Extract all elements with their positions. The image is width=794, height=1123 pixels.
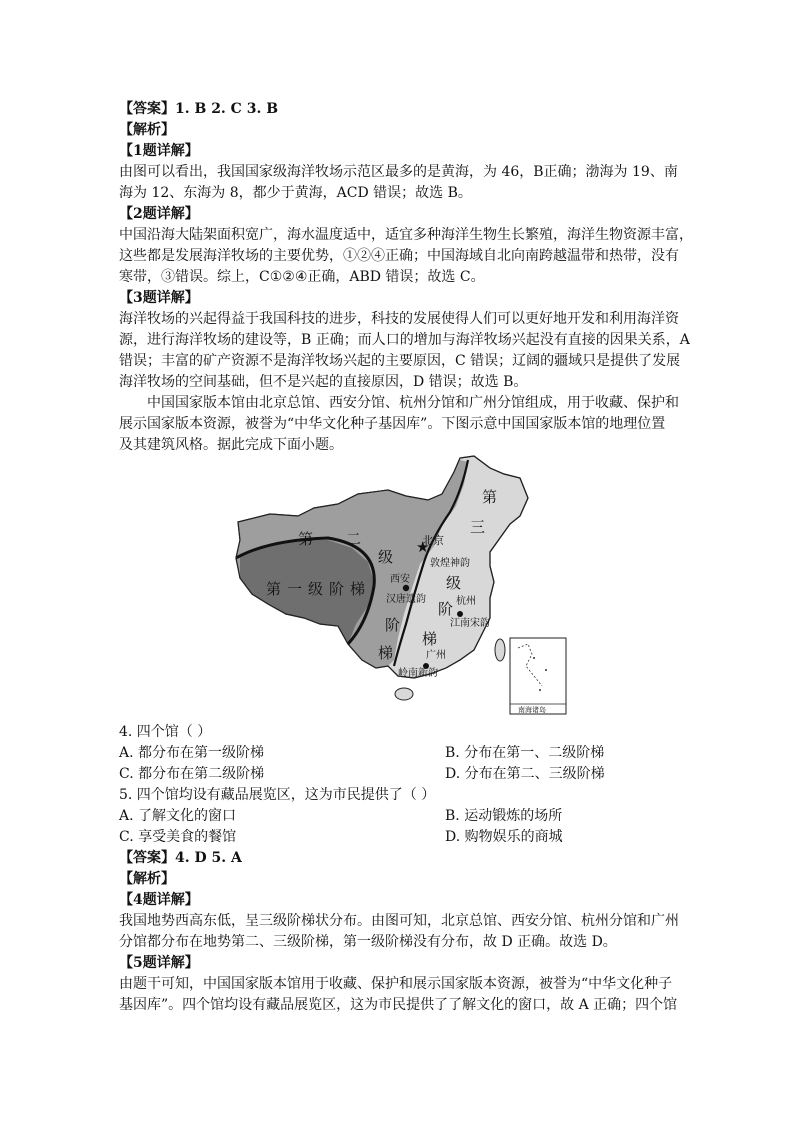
q3-explanation-line: 海洋牧场的空间基础，但不是兴起的直接原因，D 错误；故选 B。 — [119, 374, 528, 390]
south-sea-inset-label: 南海诸岛 — [518, 706, 546, 714]
q4-explanation-line: 分馆都分布在地势第二、三级阶梯，第一级阶梯没有分布，故 D 正确。故选 D。 — [119, 934, 617, 950]
q4-stem: 4. 四个馆（ ） — [119, 724, 212, 740]
tier-three-label-5: 梯 — [422, 630, 438, 648]
south-sea-inset — [510, 638, 566, 714]
q5-stem: 5. 四个馆均设有藏品展览区，这为市民提供了（ ） — [119, 787, 436, 803]
hangzhou-label: 杭州 — [456, 596, 476, 607]
q5-option-b: B. 运动锻炼的场所 — [445, 808, 563, 824]
q4-option-a: A. 都分布在第一级阶梯 — [119, 745, 265, 761]
xian-point — [403, 585, 409, 591]
q4-explanation-line: 我国地势西高东低，呈三级阶梯状分布。由图可知，北京总馆、西安分馆、杭州分馆和广州 — [119, 913, 679, 929]
tier-three-label-4: 阶 — [438, 600, 454, 618]
q3-explanation-line: 海洋牧场的兴起得益于我国科技的进步，科技的发展使得人们可以更好地开发和利用海洋资 — [119, 311, 679, 327]
hangzhou-point — [457, 611, 463, 617]
q5-explanation-line: 由题干可知，中国国家版本馆用于收藏、保护和展示国家版本资源，被誉为“中华文化种子 — [119, 976, 673, 992]
q3-explanation-line: 源，进行海洋牧场的建设等，B 正确；而人口的增加与海洋牧场兴起没有直接的因果关系，A — [119, 332, 690, 348]
q4-option-d: D. 分布在第二、三级阶梯 — [445, 766, 605, 782]
hainan-island — [395, 688, 413, 700]
q4-detail-heading: 【4题详解】 — [119, 892, 199, 908]
q2-detail-heading: 【2题详解】 — [119, 206, 199, 222]
q5-option-d: D. 购物娱乐的商城 — [445, 829, 563, 845]
q1-detail-heading: 【1题详解】 — [119, 143, 199, 159]
guangzhou-style-label: 岭南新韵 — [398, 668, 438, 679]
q4-option-c: C. 都分布在第二级阶梯 — [119, 766, 265, 782]
tier-two-label-2: 二 — [346, 530, 362, 548]
tier-one-label: 第一级阶梯 — [266, 580, 372, 598]
q5-option-c: C. 享受美食的餐馆 — [119, 829, 237, 845]
q3-detail-heading: 【3题详解】 — [119, 290, 199, 306]
tier-two-label-3: 级 — [378, 548, 394, 566]
taiwan-island — [495, 639, 505, 661]
intro-paragraph-line: 展示国家版本资源，被誉为“中华文化种子基因库”。下图示意中国国家版本馆的地理位置 — [119, 416, 666, 432]
q1-explanation-line: 海为 12、东海为 8，都少于黄海，ACD 错误；故选 B。 — [119, 185, 472, 201]
guangzhou-label: 广州 — [426, 650, 446, 661]
intro-paragraph-line: 中国国家版本馆由北京总馆、西安分馆、杭州分馆和广州分馆组成，用于收藏、保护和 — [147, 395, 679, 411]
q5-detail-heading: 【5题详解】 — [119, 955, 199, 971]
q5-option-a: A. 了解文化的窗口 — [119, 808, 237, 824]
china-terrain-map — [228, 454, 568, 716]
beijing-label: 北京 — [422, 534, 444, 547]
q1-explanation-line: 由图可以看出，我国国家级海洋牧场示范区最多的是黄海，为 46，B正确；渤海为 19、南 — [119, 164, 678, 180]
intro-paragraph-line: 及其建筑风格。据此完成下面小题。 — [119, 437, 343, 453]
analysis-heading-1: 【解析】 — [119, 122, 175, 138]
q3-explanation-line: 错误；丰富的矿产资源不是海洋牧场兴起的主要原因，C 错误；辽阔的疆域只是提供了发展 — [119, 353, 681, 369]
q4-option-b: B. 分布在第一、二级阶梯 — [445, 745, 605, 761]
beijing-star-icon: ★ — [416, 538, 430, 556]
tier-two-label-5: 梯 — [378, 644, 394, 662]
beijing-style-label: 敦煌神韵 — [430, 558, 470, 569]
tier-three-label-3: 级 — [446, 574, 462, 592]
answer-header-4-5: 【答案】4. D 5. A — [119, 850, 242, 866]
hangzhou-style-label: 江南宋韵 — [450, 618, 490, 629]
tier-three-label-1: 第 — [482, 488, 498, 506]
answer-header-1-3: 【答案】1. B 2. C 3. B — [119, 101, 279, 117]
tier-three-label-2: 三 — [470, 518, 486, 536]
tier-two-label-4: 阶 — [385, 616, 401, 634]
q2-explanation-line: 寒带，③错误。综上，C①②④正确，ABD 错误；故选 C。 — [119, 269, 485, 285]
analysis-heading-2: 【解析】 — [119, 871, 175, 887]
q5-explanation-line: 基因库”。四个馆均设有藏品展览区，这为市民提供了了解文化的窗口，故 A 正确；四个馆 — [119, 997, 678, 1013]
q2-explanation-line: 中国沿海大陆架面积宽广，海水温度适中，适宜多种海洋生物生长繁殖，海洋生物资源丰富， — [119, 227, 693, 243]
xian-label: 西安 — [390, 574, 410, 585]
q2-explanation-line: 这些都是发展海洋牧场的主要优势，①②④正确；中国海域自北向南跨越温带和热带，没有 — [119, 248, 679, 264]
xian-style-label: 汉唐遗韵 — [386, 594, 426, 605]
tier-two-label-1: 第 — [298, 530, 314, 548]
